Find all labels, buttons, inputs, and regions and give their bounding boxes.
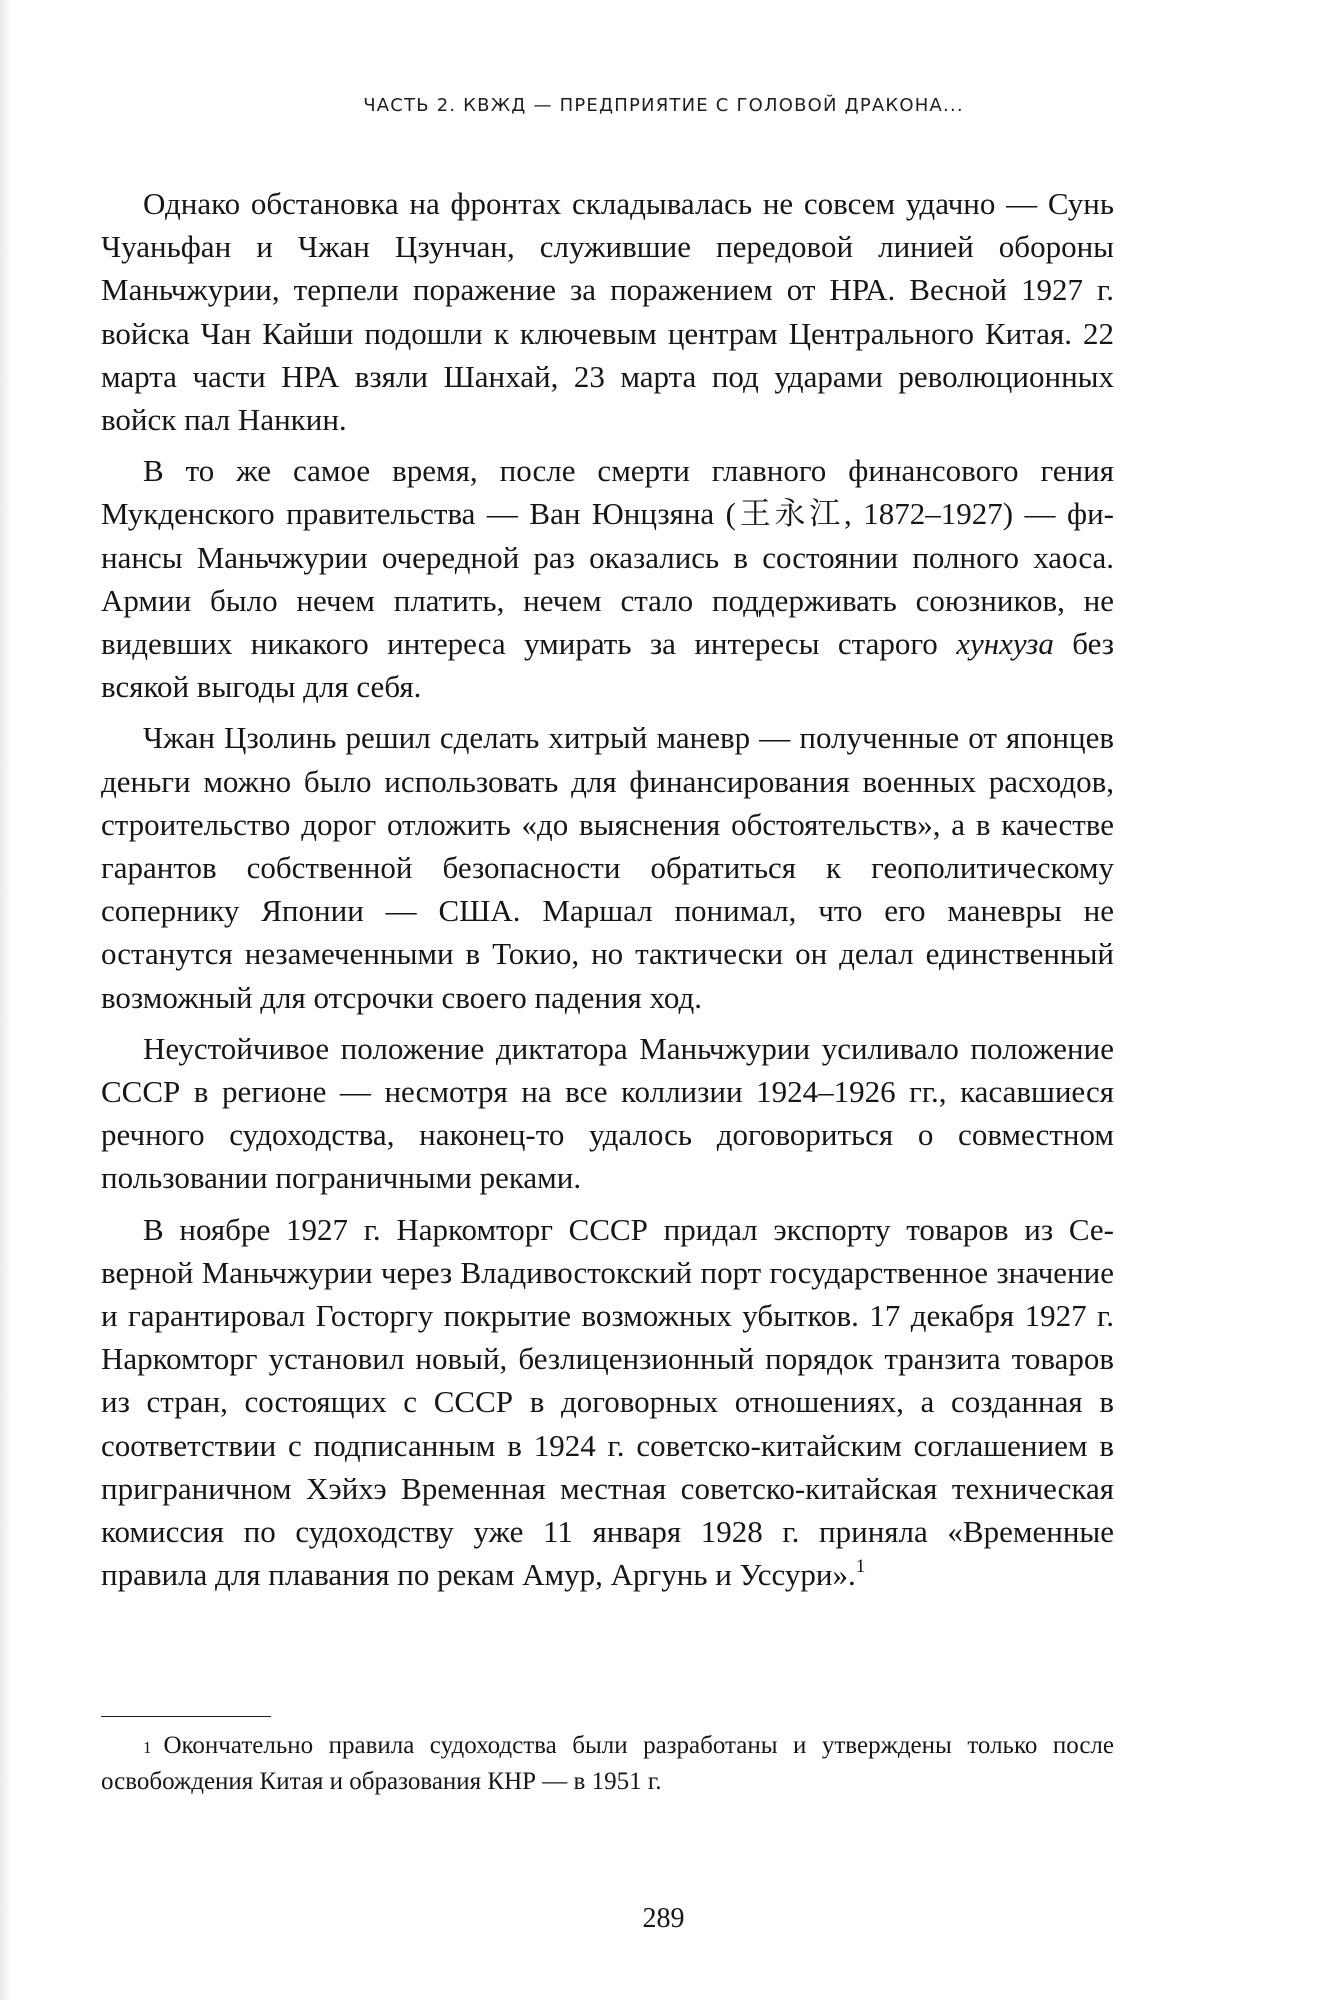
footnote-text: Окончательно правила судоходства были разработаны и утверждены только после освобождения Китая и образования КНР — в 1951 г. xyxy=(101,1732,1114,1795)
paragraph-2-text-start: В то же самое время, после смерти главного финансового гения Мукденского правительства — Ван Юнцзяна (王永江, 1872–1927) — финансы Маньчжурии очередной раз оказались в состоянии полного хаоса. Армии было нечем платить, нечем стало поддерживать союзников, не видевших никакого интереса умирать за интересы старого xyxy=(101,453,1114,662)
paragraph-5 xyxy=(101,1208,1114,1597)
paragraph-2 xyxy=(101,449,1114,708)
paragraph-4: Неустойчивое положение диктатора Маньчжурии усиливало положение СССР в регионе — несмотря на все коллизии 1924–1926 гг., касавшиеся речного судоходства, наконец-то удалось договориться о совместном пользовании пограничными реками. xyxy=(101,1030,1114,1196)
paragraph-5-text: В ноябре 1927 г. Наркомторг СССР придал экспорту товаров из Северной Маньчжурии через Владивостокский порт государственное значение и гарантировал Госторгу покрытие возможных убытков. 17 декабря 1927 г. Наркомторг установил новый, безлицензионный порядок транзита товаров из стран, состоящих с СССР в договорных отношениях, а созданная в соответствии с подписанным в 1924 г. советско-китайским соглашением в приграничном Хэйхэ Временная местная советско-китайская техническая комиссия по судоходству уже 11 января 1928 г. приняла «Временные правила для плавания по рекам Амур, Аргунь и Уссури». xyxy=(101,1211,1114,1593)
running-head: ЧАСТЬ 2. КВЖД — ПРЕДПРИЯТИЕ С ГОЛОВОЙ ДРАКОНА... xyxy=(363,95,964,116)
page-number: 289 xyxy=(642,1903,685,1934)
page-edge-shadow xyxy=(0,0,12,2000)
paragraph-3: Чжан Цзолинь решил сделать хитрый маневр — полученные от японцев деньги можно было использовать для финансирования военных расходов, строительство дорог отложить «до выяснения обстоятельств», а в качестве гарантов собственной безопасности обратиться к геополитическому сопернику Японии — США. Маршал понимал, что его маневры не останутся незамеченными в Токио, но тактически он делал единственный возможный для отсрочки своего падения ход. xyxy=(101,720,1114,1015)
italic-term: хунхуза xyxy=(956,626,1054,662)
paragraph-2-text-end: без всякой выгоды для себя. xyxy=(101,626,1115,705)
paragraph-1: Однако обстановка на фронтах складывалась не совсем удачно — Сунь Чуаньфан и Чжан Цзунчан, служившие передовой линией обороны Маньчжурии, терпели поражение за поражением от НРА. Весной 1927 г. войска Чан Кайши подошли к ключевым центрам Центрального Китая. 22 марта части НРА взяли Шанхай, 23 марта под ударами революционных войск пал Нанкин. xyxy=(101,186,1114,438)
footnote-separator xyxy=(101,1716,271,1717)
footnote xyxy=(101,1728,1114,1800)
main-text xyxy=(101,182,1114,1605)
footnote-reference[interactable]: 1 xyxy=(855,1555,866,1577)
footnote-mark: 1 xyxy=(143,1738,152,1757)
